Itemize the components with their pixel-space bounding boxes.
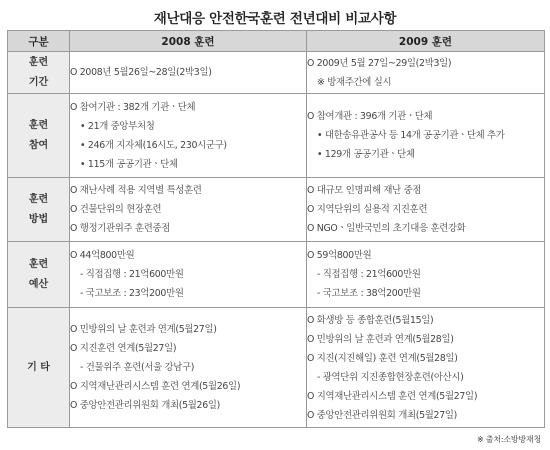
list-item: • 21개 중앙부처청: [80, 120, 155, 132]
row-label-line: 예산: [28, 278, 49, 290]
list-item: O 행정기관위주 훈련중점: [70, 223, 171, 234]
list-item: O 지역재난관리시스템 훈련 연계(5월27일): [307, 390, 478, 402]
cell-2009: [307, 308, 545, 428]
list-item: O 재난사례 적용 지역별 특성훈련: [70, 185, 202, 196]
list-item: O 건물단위의 현장훈련: [70, 204, 162, 215]
cell-2009: [307, 178, 545, 242]
list-item: O 지역재난관리시스템 훈련 연계(5월26일): [70, 381, 241, 392]
row-label-line: 훈련: [28, 119, 49, 131]
list-item: - 직접집행 : 21억600만원: [317, 269, 421, 280]
list-item: O 지역단위의 실용적 지진훈련: [307, 204, 428, 215]
page-title: 재난대응 안전한국훈련 전년대비 비교사항: [153, 11, 397, 27]
cell-2009: [307, 52, 545, 94]
row-label-line: 참여: [28, 139, 49, 151]
source-note: ※ 출처:소방방재청: [476, 435, 541, 444]
comparison-table: [7, 30, 545, 428]
row-label-line: 훈련: [28, 193, 49, 205]
cell-2009: [307, 94, 545, 178]
row-label: [8, 242, 70, 308]
row-label-line: 방법: [28, 213, 49, 225]
row-label: [8, 308, 70, 428]
cell-2008: [70, 242, 307, 308]
row-label-line: 기 타: [27, 361, 50, 373]
list-item: O 59억800만원: [307, 250, 372, 261]
list-item: O 화생방 등 종합훈련(5월15일): [307, 314, 434, 326]
list-item: • 129개 공공기관ㆍ단체: [317, 149, 415, 160]
row-label-line: 기간: [28, 76, 49, 88]
header-2008: 2008 훈련: [70, 31, 307, 52]
list-item: O 2008년 5월26일~28일(2박3일): [70, 67, 212, 78]
table-row-period: [8, 52, 545, 94]
list-item: - 광역단위 지진종합현장훈련(아산시): [317, 371, 464, 383]
cell-2008: [70, 52, 307, 94]
header-row: [8, 31, 545, 52]
list-item: O 중앙안전관리위원회 개최(5월26일): [70, 400, 220, 411]
cell-2008: [70, 178, 307, 242]
header-category: 구분: [8, 31, 70, 52]
list-item: - 국고보조 : 38억200만원: [317, 288, 421, 299]
table-row-other: [8, 308, 545, 428]
list-item: O 44억800만원: [70, 250, 135, 261]
list-item: ※ 방재주간에 실시: [317, 76, 392, 88]
table-row-method: [8, 178, 545, 242]
list-item: O 참여기관 : 382개 기관ㆍ단체: [70, 101, 196, 113]
list-item: O 대규모 인명피해 재난 중점: [307, 185, 422, 196]
cell-2008: [70, 308, 307, 428]
list-item: O 2009년 5월 27일~29일(2박3일): [307, 57, 452, 69]
row-label-line: 훈련: [28, 56, 49, 68]
list-item: - 국고보조 : 23억200만원: [80, 288, 184, 299]
list-item: • 246개 지자체(16시도, 230시군구): [80, 139, 227, 151]
cell-2009: [307, 242, 545, 308]
cell-2008: [70, 94, 307, 178]
header-2009: 2009 훈련: [307, 31, 545, 52]
list-item: O 민방위의 날 훈련과 연계(5월27일): [70, 324, 217, 335]
list-item: • 115개 공공기관ㆍ단체: [80, 158, 178, 170]
list-item: O 민방위의 날 훈련과 연계(5월28일): [307, 333, 454, 345]
list-item: O 참여개관 : 396개 기관ㆍ단체: [307, 111, 433, 122]
list-item: - 건물위주 훈련(서울 강남구): [80, 362, 195, 373]
list-item: O 중앙안전관리위원회 개최(5월27일): [307, 409, 457, 421]
list-item: O NGOㆍ일반국민의 초기대응 훈련강화: [307, 223, 466, 234]
table-row-budget: [8, 242, 545, 308]
row-label: [8, 178, 70, 242]
row-label: [8, 52, 70, 94]
list-item: O 지진훈련 연계(5월27일): [70, 343, 177, 354]
list-item: O 지진(지진해일) 훈련 연계(5월28일): [307, 352, 458, 364]
list-item: • 대한송유관공사 등 14개 공공기관ㆍ단체 추가: [317, 130, 505, 141]
row-label: [8, 94, 70, 178]
row-label-line: 훈련: [28, 258, 49, 270]
table-row-participation: [8, 94, 545, 178]
list-item: - 직접집행 : 21억600만원: [80, 269, 184, 280]
